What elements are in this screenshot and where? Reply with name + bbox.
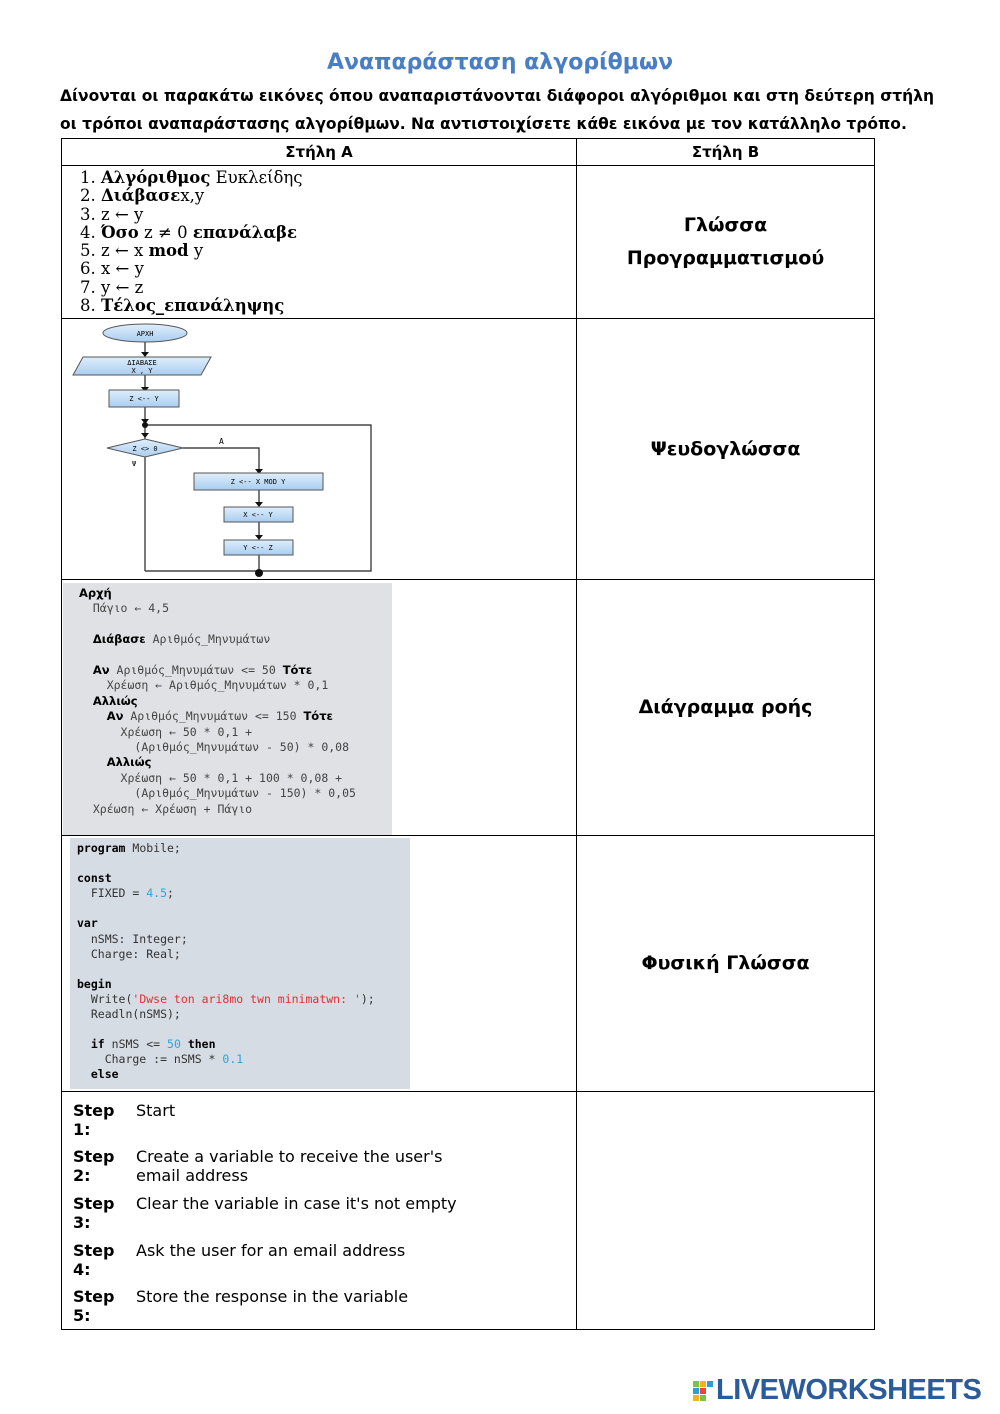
flow-assign-label: Ζ <-- Υ xyxy=(129,395,159,403)
flowchart-image xyxy=(62,319,577,580)
column-b-label: Ψευδογλώσσα xyxy=(650,437,801,460)
algorithm-line: 6. x ← y xyxy=(80,259,144,279)
column-b-item-5 xyxy=(577,1092,875,1330)
logo-wordmark: LIVEWORKSHEETS xyxy=(716,1374,982,1406)
algorithm-line: 5. z ← x mod y xyxy=(80,241,204,261)
column-b-label: Διάγραμμα ροής xyxy=(638,696,813,718)
pseudocode-line: Αν Αριθμός_Μηνυμάτων <= 150 Τότε xyxy=(106,709,333,724)
steps-image xyxy=(62,1092,577,1330)
pascal-listing: program Mobile; const FIXED = 4.5; var nSMS: Integer; Charge: Real; begin Write('Dwse ton ari8mo twn minimatwn: '); Readln(nSMS); if nSMS <= 50 then Charge := nSMS * 0.1 else xyxy=(70,838,410,1089)
column-b-item-4 xyxy=(577,836,875,1092)
column-b-item-2 xyxy=(577,319,875,580)
algorithm-line: 8. Τέλος_επανάληψης xyxy=(80,296,285,316)
flow-y-label: Υ <-- Ζ xyxy=(243,544,273,552)
flow-true-label: Α xyxy=(219,437,224,446)
pseudocode-listing xyxy=(63,583,392,835)
matching-table xyxy=(61,138,875,1330)
pascal-code-image xyxy=(62,836,577,1092)
pseudocode-line: (Αριθμός_Μηνυμάτων - 50) * 0,08 xyxy=(134,740,350,755)
pseudocode-line: Αν Αριθμός_Μηνυμάτων <= 50 Τότε xyxy=(92,663,313,678)
flow-read-vars: Χ , Υ xyxy=(131,367,153,375)
flow-x-label: Χ <-- Υ xyxy=(243,511,273,519)
pseudocode-line: Αρχή xyxy=(79,586,112,600)
pseudocode-line: Πάγιο ← 4,5 xyxy=(92,601,170,616)
flow-mod-label: Ζ <-- Χ MOD Υ xyxy=(230,478,286,486)
pseudocode-line: Χρέωση ← Αριθμός_Μηνυμάτων * 0,1 xyxy=(106,678,329,693)
flow-start-label: ΑΡΧΗ xyxy=(136,330,154,338)
column-b-item-3 xyxy=(577,580,875,836)
flow-read-label: ΔΙΑΒΑΣΕ xyxy=(127,359,157,367)
step-item: Step 5: Store the response in the variable xyxy=(73,1287,409,1325)
pseudocode-line: Χρέωση ← Χρέωση + Πάγιο xyxy=(92,801,253,816)
pseudocode-line: Αλλιώς xyxy=(92,693,138,708)
pseudocode-image xyxy=(62,580,577,836)
pseudocode-line: Χρέωση ← 50 * 0,1 + 100 * 0,08 + xyxy=(120,770,343,785)
logo-blocks-icon xyxy=(692,1380,714,1402)
algorithm-line: 1. Αλγόριθμος Ευκλείδης xyxy=(80,168,303,187)
step-item: Step 3: Clear the variable in case it's not empty xyxy=(73,1194,457,1232)
column-b-header: Στήλη Β xyxy=(577,139,875,166)
pseudocode-line xyxy=(79,617,392,632)
flow-false-label: Ψ xyxy=(132,460,137,468)
step-item: Step 4: Ask the user for an email address xyxy=(73,1241,406,1279)
column-b-label: Φυσική Γλώσσα xyxy=(641,952,810,974)
liveworksheets-logo xyxy=(692,1374,981,1407)
step-item: Step 2: Create a variable to receive the user's email address xyxy=(73,1147,443,1185)
flow-condition-label: Ζ <> 0 xyxy=(132,445,158,453)
column-b-label: Γλώσσα Προγραμματισμού xyxy=(626,214,825,269)
column-a-header: Στήλη Α xyxy=(62,139,577,166)
column-b-item-1 xyxy=(577,166,875,319)
algorithm-line: 7. y ← z xyxy=(80,277,144,297)
algorithm-image xyxy=(62,166,577,319)
pseudocode-line: Αλλιώς xyxy=(106,755,152,770)
page-title: Αναπαράσταση αλγορίθμων xyxy=(326,50,674,75)
instructions: Δίνονται οι παρακάτω εικόνες όπου αναπαριστάνονται διάφοροι αλγόριθμοι και στη δεύτερη στήλη οι τρόποι αναπαράστασης αλγορίθμων. Να αντιστοιχίσετε κάθε εικόνα με τον κατάλληλο τρόπο. xyxy=(60,87,935,133)
pseudocode-line: Χρέωση ← 50 * 0,1 + xyxy=(120,724,253,739)
algorithm-listing xyxy=(80,169,576,315)
algorithm-line: 4. Όσο z ≠ 0 επανάλαβε xyxy=(80,222,298,242)
algorithm-line: 2. Διάβασεx,y xyxy=(80,186,205,206)
pseudocode-line: (Αριθμός_Μηνυμάτων - 150) * 0,05 xyxy=(134,786,356,801)
step-item: Step 1: Start xyxy=(73,1101,176,1139)
flowchart xyxy=(71,321,381,579)
pseudocode-line: Διάβασε Αριθμός_Μηνυμάτων xyxy=(92,632,271,647)
steps-list xyxy=(62,1092,576,1325)
algorithm-line: 3. z ← y xyxy=(80,204,144,224)
pseudocode-line xyxy=(79,648,392,663)
